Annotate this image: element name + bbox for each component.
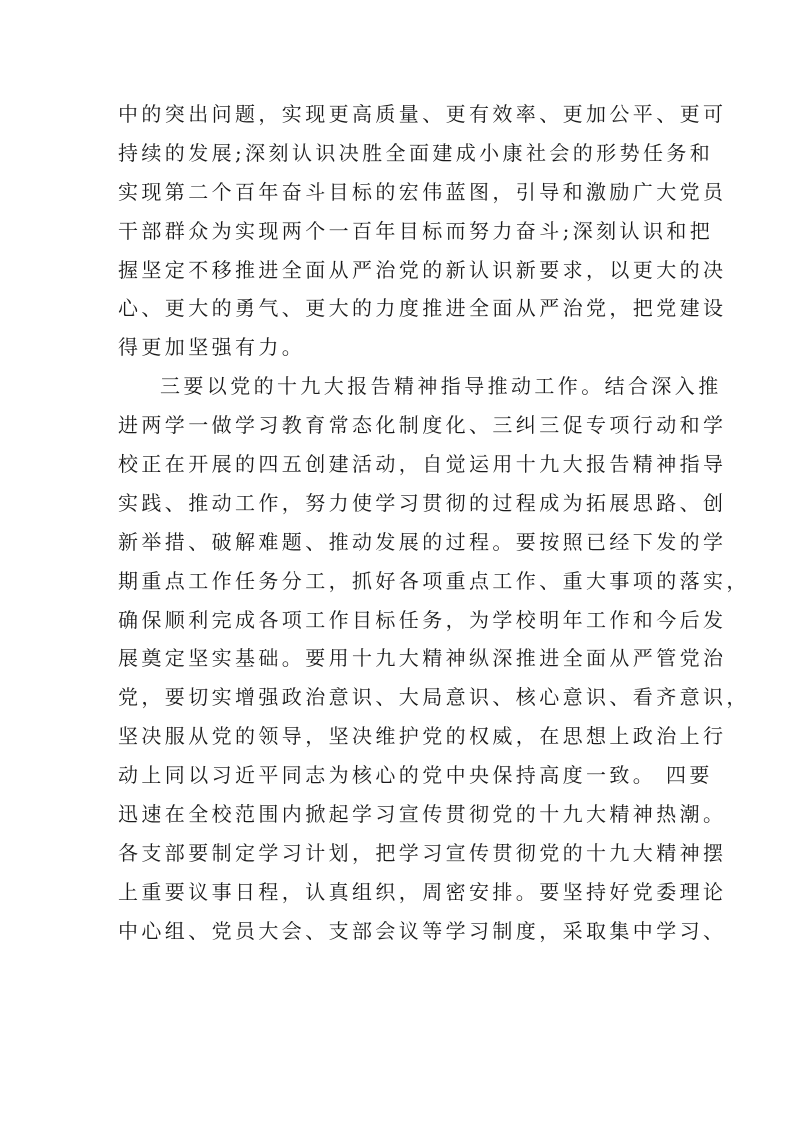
text-line: 期重点工作任务分工，抓好各项重点工作、重大事项的落实，: [118, 568, 750, 593]
text-line: 各支部要制定学习计划，把学习宣传贯彻党的十九大精神摆: [118, 840, 727, 865]
text-line: 进两学一做学习教育常态化制度化、三纠三促专项行动和学: [118, 413, 727, 438]
text-line: 党，要切实增强政治意识、大局意识、核心意识、看齐意识，: [118, 685, 750, 710]
text-line: 新举措、破解难题、推动发展的过程。要按照已经下发的学: [118, 529, 727, 554]
text-line: 确保顺利完成各项工作目标任务，为学校明年工作和今后发: [118, 607, 727, 632]
text-line: 动上同以习近平同志为核心的党中央保持高度一致。 四要: [118, 763, 713, 788]
text-line: 心、更大的勇气、更大的力度推进全面从严治党，把党建设: [118, 296, 727, 321]
text-line: 中的突出问题，实现更高质量、更有效率、更加公平、更可: [118, 102, 727, 126]
text-line: 迅速在全校范围内掀起学习宣传贯彻党的十九大精神热潮。: [118, 802, 727, 827]
text-line: 干部群众为实现两个一百年目标而努力奋斗;深刻认识和把: [118, 218, 714, 243]
text-line: 得更加坚强有力。: [118, 335, 306, 360]
text-line: 实现第二个百年奋斗目标的宏伟蓝图，引导和激励广大党员: [118, 179, 727, 204]
paragraph-start-line: 三要以党的十九大报告精神指导推动工作。结合深入推: [160, 374, 722, 399]
body-text: [118, 95, 750, 951]
text-line: 持续的发展;深刻认识决胜全面建成小康社会的形势任务和: [118, 140, 714, 165]
text-line: 上重要议事日程，认真组织，周密安排。要坚持好党委理论: [118, 879, 727, 904]
text-line: 展奠定坚实基础。要用十九大精神纵深推进全面从严管党治: [118, 646, 727, 671]
text-line: 中心组、党员大会、支部会议等学习制度，采取集中学习、: [118, 918, 727, 943]
text-line: 握坚定不移推进全面从严治党的新认识新要求，以更大的决: [118, 257, 727, 282]
text-line: 实践、推动工作，努力使学习贯彻的过程成为拓展思路、创: [118, 490, 727, 515]
text-line: 坚决服从党的领导，坚决维护党的权威，在思想上政治上行: [118, 724, 727, 749]
text-line: 校正在开展的四五创建活动，自觉运用十九大报告精神指导: [118, 452, 727, 477]
